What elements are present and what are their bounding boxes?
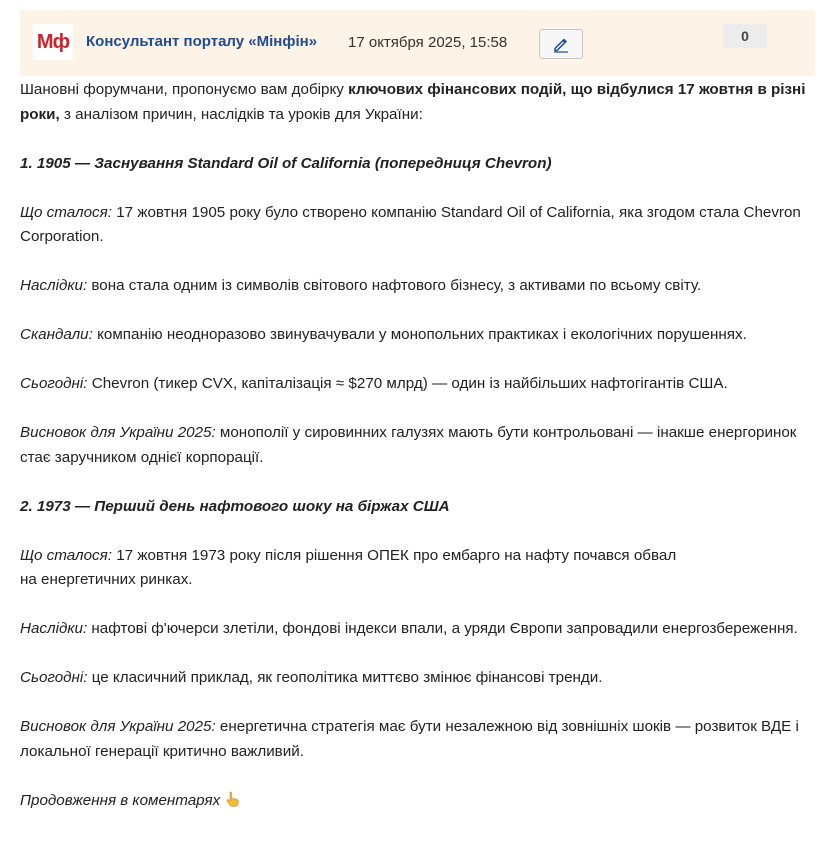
text: Chevron (тикер CVX, капіталізація ≈ $270 млрд) — один із найбільших нафтогігантів США. (87, 375, 728, 392)
section-1-scandals (20, 323, 810, 348)
label: Висновок для України 2025: (20, 424, 216, 441)
section-2-what (20, 544, 810, 593)
section-2-today (20, 666, 810, 691)
logo-text: Мф (36, 30, 70, 53)
section-2-conclusion (20, 715, 810, 764)
text: нафтові ф'ючерси злетіли, фондові індекси впали, а уряди Європи запровадили енергозбереження. (87, 620, 798, 637)
intro-paragraph (20, 78, 810, 127)
continuation-text: Продовження в коментарях (20, 791, 221, 809)
intro-suffix-text: з аналізом причин, наслідків та уроків для України: (59, 105, 423, 123)
label: Сьогодні: (20, 669, 88, 686)
section-1-what (20, 201, 810, 250)
text: монополії у сировинних галузях мають бути контрольовані — інакше енергоринок стає заручником однієї корпорації. (20, 424, 797, 466)
text: 17 жовтня 1973 року після рішення ОПЕК про ембарго на нафту почався обвал (111, 546, 677, 564)
text: на енергетичних ринках. (20, 571, 193, 588)
pencil-icon (552, 35, 570, 53)
edit-button[interactable] (539, 29, 583, 59)
label: Що сталося: (20, 203, 112, 221)
text: компанію неодноразово звинувачували у монопольних практиках і екологічних порушеннях. (92, 326, 747, 343)
continuation-note (20, 789, 810, 814)
section-1-conclusion (20, 421, 810, 470)
section-1-today (20, 372, 810, 397)
label: Сьогодні: (20, 375, 88, 392)
post-header (20, 10, 815, 76)
intro-bold-text: ключових фінансових подій, що відбулися 17 жовтня в різні роки, (20, 81, 806, 123)
label: Що сталося: (20, 546, 112, 564)
text: 17 жовтня 1905 року було створено компанію Standard Oil of California, яка згодом стала Chevron Corporation. (20, 203, 801, 245)
section-2-consequences (20, 617, 810, 642)
section-1-heading: 1. 1905 — Заснування Standard Oil of California (попередниця Chevron) (20, 154, 552, 172)
section-1-consequences (20, 274, 810, 299)
label: Наслідки: (20, 620, 88, 637)
post-body (20, 78, 810, 838)
author-logo[interactable] (33, 24, 73, 60)
text: вона стала одним із символів світового нафтового бізнесу, з активами по всьому світу. (87, 277, 702, 294)
rating-counter[interactable]: 0 (723, 24, 767, 48)
text: це класичний приклад, як геополітика миттєво змінює фінансові тренди. (87, 669, 603, 686)
pointing-down-hand-icon (224, 791, 240, 807)
text: енергетична стратегія має бути незалежною від зовнішніх шоків — розвиток ВДЕ і локальної генерації критично важливий. (20, 718, 799, 760)
label: Висновок для України 2025: (20, 718, 216, 735)
author-name[interactable]: Консультант порталу «Мінфін» (86, 33, 318, 50)
section-2-heading: 2. 1973 — Перший день нафтового шоку на біржах США (20, 497, 450, 515)
label: Наслідки: (20, 277, 88, 294)
intro-text: Шановні форумчани, пропонуємо вам добірку (20, 81, 349, 98)
label: Скандали: (20, 326, 93, 343)
post-datetime: 17 октября 2025, 15:58 (348, 34, 508, 51)
